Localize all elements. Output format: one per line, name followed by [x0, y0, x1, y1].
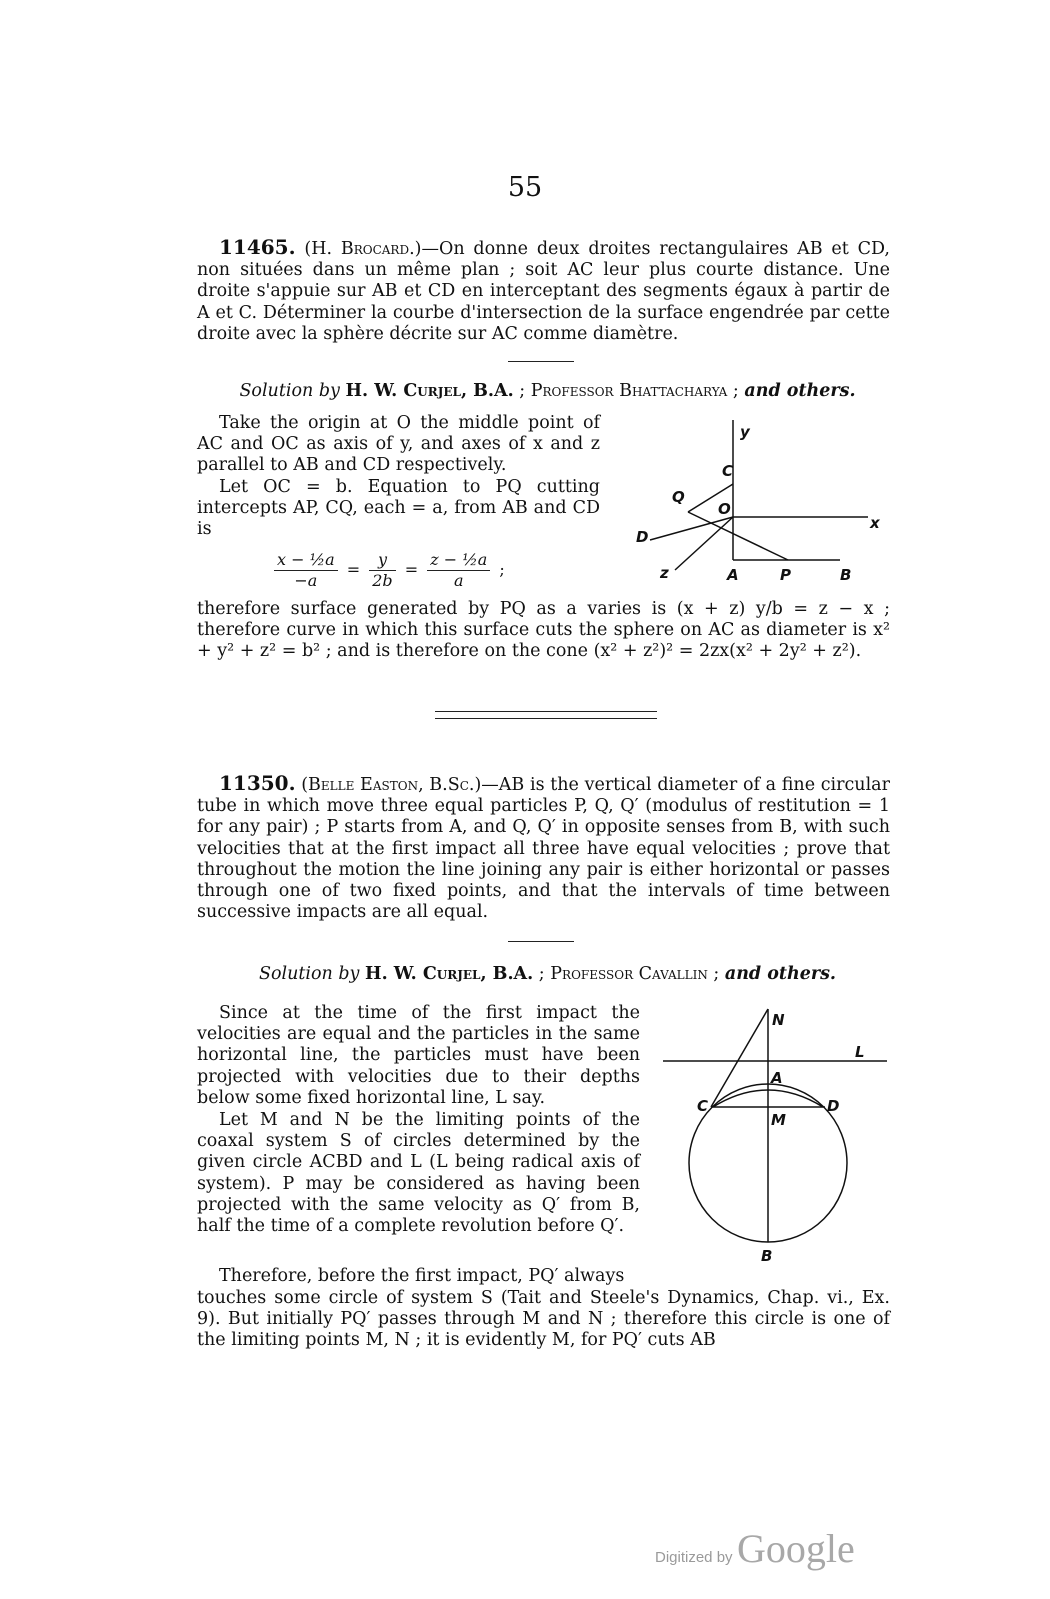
section-rule	[508, 361, 574, 362]
and-others-label: and others.	[744, 381, 856, 401]
label-o: O	[718, 500, 731, 518]
label-z: z	[660, 564, 669, 582]
solution-heading: Solution by H. W. Curjel, B.A. ; Professor Cavallin ; and others.	[258, 964, 837, 984]
double-rule-bottom	[435, 718, 657, 719]
question-text: —On donne deux droites rectangulaires AB et CD, non situées dans un même plan ; soit AC leur plus courte distance. Une droite s'appuie sur AB et CD en interceptant des segments égaux à partir de A et C. Déterminer la courbe d'intersection de la surface engendrée par cette droite avec la sphère décrite sur AC comme diamètre.	[197, 239, 890, 344]
question-author: (H. Brocard.)	[304, 239, 422, 259]
and-others-label: and others.	[724, 964, 837, 984]
page-number: 55	[507, 172, 543, 203]
solution-paragraph: Let OC = b. Equation to PQ cutting intercepts AP, CQ, each = a, from AB and CD is	[197, 477, 600, 540]
solution-by-label: Solution by	[258, 964, 360, 984]
figure-axes-diagram	[630, 412, 900, 592]
solver-name: Professor Bhattacharya	[530, 381, 728, 401]
label-x: x	[870, 514, 880, 532]
solution-paragraph: Take the origin at O the middle point of AC and OC as axis of y, and axes of x and z parallel to AB and CD respectively.	[197, 413, 600, 476]
question-author: (Belle Easton, B.Sc.)	[301, 775, 482, 795]
question-11465	[197, 237, 890, 345]
label-a: A	[727, 566, 739, 584]
google-logo: Google	[737, 1526, 855, 1571]
section-rule	[508, 941, 574, 942]
solution-paragraph: therefore surface generated by PQ as a varies is (x + z) y/b = z − x ; therefore curve in which this surface cuts the sphere on AC as diameter is x² + y² + z² = b² ; and is therefore on the cone (x² + z²)² = 2zx(x² + 2y² + z²).	[197, 599, 890, 662]
label-n: N	[772, 1011, 785, 1029]
label-b: B	[761, 1247, 773, 1265]
line-nc	[711, 1009, 768, 1107]
fraction: $\frac{y}{2b}$	[369, 550, 395, 591]
label-d: D	[636, 528, 649, 546]
label-d: D	[827, 1097, 840, 1115]
question-number: 11350.	[219, 771, 296, 795]
equation: $\frac{\text{x − ½a}}{-a}$ = $\frac{y}{2b}$ = $\frac{\text{z − ½a}}{a}$ ;	[270, 550, 610, 591]
solution-by-label: Solution by	[239, 381, 340, 401]
solution-paragraph: Since at the time of the first impact the velocities are equal and the particles in the same horizontal line, the particles must have been projected with velocities due to their depths below some fixed horizontal line, L say.	[197, 1003, 640, 1108]
digitized-by-label: Digitized by	[655, 1549, 733, 1566]
solver-name: Professor Cavallin	[550, 964, 708, 984]
question-11350	[197, 773, 890, 923]
pq-line	[688, 512, 788, 560]
figure-circle-diagram	[655, 1003, 895, 1268]
label-a: A	[771, 1069, 783, 1087]
solution-paragraph: Therefore, before the first impact, PQ′ always	[219, 1266, 625, 1286]
label-l: L	[855, 1043, 865, 1061]
solver-name: H. W. Curjel, B.A.	[345, 381, 514, 401]
question-text: —AB is the vertical diameter of a fine circular tube in which move three equal particles P, Q, Q′ (modulus of restitution = 1 for any pair) ; P starts from A, and Q, Q′ in opposite senses from B, with such velocities that at the first impact all three have equal velocities ; prove that throughout the motion the line joining any pair is either horizontal or passes through one of two fixed points, and that the intervals of time between successive impacts are all equal.	[197, 775, 890, 923]
label-p: P	[780, 566, 791, 584]
google-watermark	[655, 1525, 855, 1572]
fraction: $\frac{\text{x − ½a}}{-a}$	[274, 550, 338, 591]
label-y: y	[740, 423, 750, 441]
label-c: C	[722, 462, 734, 480]
double-rule-top	[435, 711, 657, 712]
label-m: M	[771, 1111, 786, 1129]
label-c: C	[697, 1097, 709, 1115]
solution-paragraph: touches some circle of system S (Tait and Steele's Dynamics, Chap. vi., Ex. 9). But initially PQ′ passes through M and N ; therefore this circle is one of the limiting points M, N ; it is evidently M, for PQ′ cuts AB	[197, 1288, 890, 1351]
label-b: B	[840, 566, 852, 584]
solution-heading: Solution by H. W. Curjel, B.A. ; Professor Bhattacharya ; and others.	[239, 381, 856, 401]
question-number: 11465.	[219, 235, 296, 259]
label-q: Q	[672, 488, 685, 506]
fraction: $\frac{\text{z − ½a}}{a}$	[427, 550, 490, 591]
solution-paragraph: Let M and N be the limiting points of the coaxal system S of circles determined by the given circle ACBD and L (L being radical axis of system). P may be considered as having been projected with the same velocity as Q′ from B, half the time of a complete revolution before Q′.	[197, 1110, 640, 1237]
solver-name: H. W. Curjel, B.A.	[365, 964, 534, 984]
